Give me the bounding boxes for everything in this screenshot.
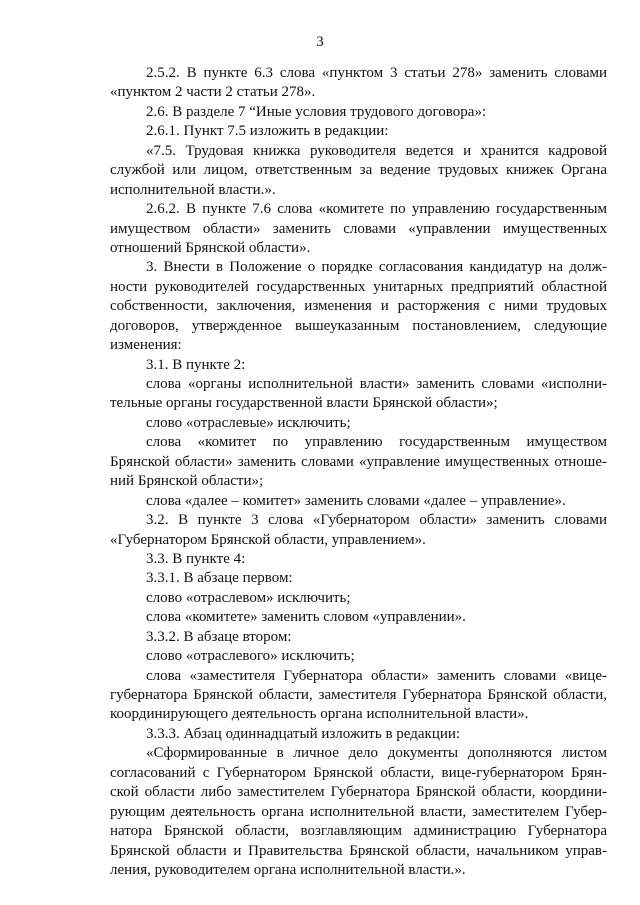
document-body (110, 64, 607, 880)
text-line: слово «отраслевого» исключить; (146, 648, 355, 665)
text-line: Брянской области и Правительства Брянской области, начальником управ- (110, 842, 607, 859)
text-line: слова «заместителя Губернатора области» заменить словами «вице- (146, 667, 607, 684)
text-line: координирующего деятельность органа исполнительной власти». (110, 706, 529, 723)
text-line: отношений Брянской области». (110, 239, 311, 256)
text-line: 3. Внести в Положение о порядке согласования кандидатур на долж- (146, 259, 607, 276)
text-line: имуществом области» заменить словами «управлении имущественных (110, 220, 607, 237)
text-line: ний Брянской области»; (110, 473, 264, 490)
text-line: «Губернатором Брянской области, управлением». (110, 531, 426, 548)
text-line: 3.3.2. В абзаце втором: (146, 628, 292, 645)
text-line: тельные органы государственной власти Брянской области»; (110, 395, 498, 412)
text-line: слова «комитете» заменить словом «управлении». (146, 609, 466, 626)
text-line: 3.1. В пункте 2: (146, 356, 246, 373)
text-line: слово «отраслевые» исключить; (146, 414, 351, 431)
text-line: ской области либо заместителем Губернатора Брянской области, координи- (110, 784, 607, 801)
text-line: ления, руководителем органа исполнительной власти.». (110, 861, 466, 878)
text-line: слова «органы исполнительной власти» заменить словами «исполни- (146, 376, 607, 392)
text-line: 3.3. В пункте 4: (146, 550, 246, 567)
text-line: 3.3.3. Абзац одиннадцатый изложить в редакции: (146, 725, 461, 742)
text-line: согласований с Губернатором Брянской области, вице-губернатором Брян- (110, 764, 607, 781)
text-line: слова «далее – комитет» заменить словами «далее – управление». (146, 492, 566, 509)
text-line: службой или лицом, ответственным за ведение трудовых книжек Органа (110, 162, 607, 179)
text-line: 2.6. В разделе 7 “Иные условия трудового договора»: (146, 103, 487, 120)
text-line: рующим деятельность органа исполнительной власти, заместителем Губер- (110, 803, 607, 820)
text-line: Брянской области» заменить словами «управление имущественных отноше- (110, 453, 607, 470)
text-line: губернатора Брянской области, заместителя Губернатора Брянской области, (110, 687, 607, 703)
text-line: 3.2. В пункте 3 слова «Губернатором области» заменить словами (146, 512, 607, 529)
text-line: изменения: (110, 337, 182, 354)
text-line: 3.3.1. В абзаце первом: (146, 570, 293, 587)
text-line: слова «комитет по управлению государственным имуществом (146, 434, 607, 451)
text-line: исполнительной власти.». (110, 181, 276, 198)
text-line: собственности, заключения, изменения и расторжения с ними трудовых (110, 298, 607, 315)
text-line: 2.6.1. Пункт 7.5 изложить в редакции: (146, 123, 389, 140)
text-line: «Сформированные в личное дело документы дополняются листом (146, 745, 607, 762)
text-line: натора Брянской области, возглавляющим администрацию Губернатора (110, 823, 607, 840)
text-line: слово «отраслевом» исключить; (146, 589, 351, 606)
page-number: 3 (316, 34, 324, 50)
text-line: «пунктом 2 части 2 статьи 278». (110, 84, 316, 101)
text-line: ности руководителей государственных унитарных предприятий областной (110, 278, 607, 295)
text-line: 2.6.2. В пункте 7.6 слова «комитете по управлению государственным (146, 201, 607, 218)
text-line: договоров, утвержденное вышеуказанным постановлением, следующие (110, 317, 607, 334)
text-line: 2.5.2. В пункте 6.3 слова «пунктом 3 статьи 278» заменить словами (146, 65, 607, 81)
text-line: «7.5. Трудовая книжка руководителя ведется и хранится кадровой (146, 142, 607, 159)
